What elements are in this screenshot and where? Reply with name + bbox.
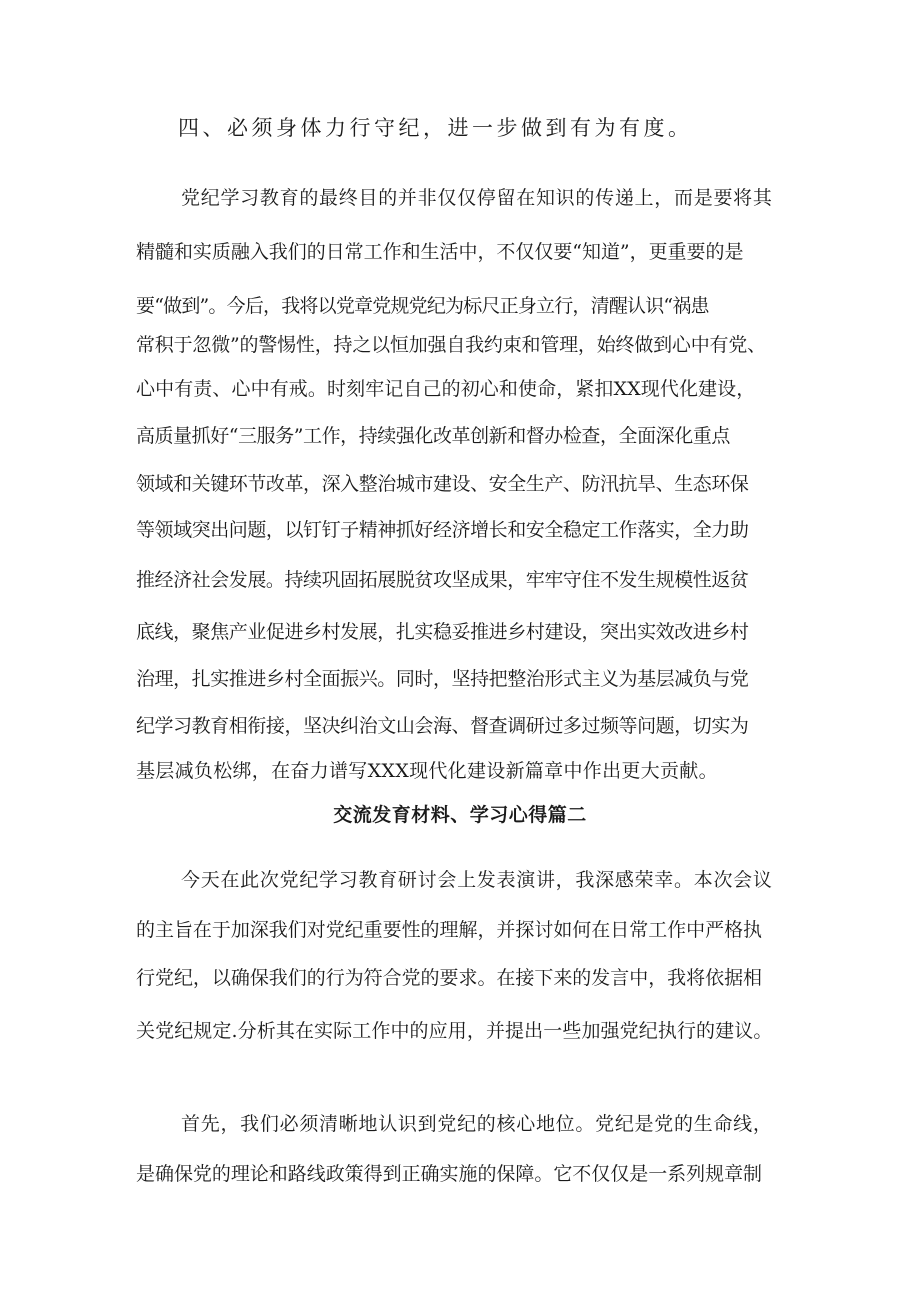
paragraph-line: 领域和关键环节改革，深入整治城市建设、安全生产、防汛抗旱、生态环保: [136, 473, 749, 495]
paragraph-line: 高质量抓好“三服务”工作，持续强化改革创新和督办检查，全面深化重点: [136, 425, 730, 447]
paragraph-line: 推经济社会发展。持续巩固拓展脱贫攻坚成果，牢牢守住不发生规模性返贫: [136, 569, 749, 591]
paragraph-line: 是确保党的理论和路线政策得到正确实施的保障。它不仅仅是一系列规章制: [136, 1163, 763, 1185]
paragraph-line: 等领域突出问题，以钉钉子精神抓好经济增长和安全稳定工作落实，全力助: [136, 519, 749, 541]
paragraph-line: 的主旨在于加深我们对党纪重要性的理解，并探讨如何在日常工作中严格执: [136, 919, 763, 941]
paragraph-line: 常积于忽微”的警惕性，持之以恒加强自我约束和管理，始终做到心中有党、: [136, 334, 766, 356]
paragraph-line: 基层减负松绑，在奋力谱写XXX现代化建设新篇章中作出更大贡献。: [136, 760, 718, 782]
paragraph-line: 精髓和实质融入我们的日常工作和生活中，不仅仅要“知道”，更重要的是: [136, 241, 744, 263]
section-title: 交流发育材料、学习心得篇二: [333, 804, 587, 826]
paragraph-line: 党纪学习教育的最终目的并非仅仅停留在知识的传递上，而是要将其: [181, 187, 773, 209]
paragraph-line: 今天在此次党纪学习教育研讨会上发表演讲，我深感荣幸。本次会议: [181, 869, 773, 891]
paragraph-line: 行党纪，以确保我们的行为符合党的要求。在接下来的发言中，我将依据相: [136, 967, 763, 989]
paragraph-line: 首先，我们必须清晰地认识到党纪的核心地位。党纪是党的生命线，: [181, 1113, 773, 1135]
paragraph-line: 纪学习教育相衔接，坚决纠治文山会海、督查调研过多过频等问题，切实为: [136, 715, 749, 737]
paragraph-line: 关党纪规定.分析其在实际工作中的应用，并提出一些加强党纪执行的建议。: [136, 1020, 773, 1042]
paragraph-line: 治理，扎实推进乡村全面振兴。同时，坚持把整治形式主义为基层减负与党: [136, 668, 749, 690]
paragraph-line: 底线，聚焦产业促进乡村发展，扎实稳妥推进乡村建设，突出实效改进乡村: [136, 621, 749, 643]
section-heading: 四、必须身体力行守纪，进一步做到有为有度。: [178, 116, 693, 140]
paragraph-line: 要“做到”。今后，我将以党章党规党纪为标尺正身立行，清醒认识“祸患: [136, 295, 709, 317]
paragraph-line: 心中有责、心中有戒。时刻牢记自己的初心和使命，紧扣XX现代化建设，: [136, 378, 756, 400]
